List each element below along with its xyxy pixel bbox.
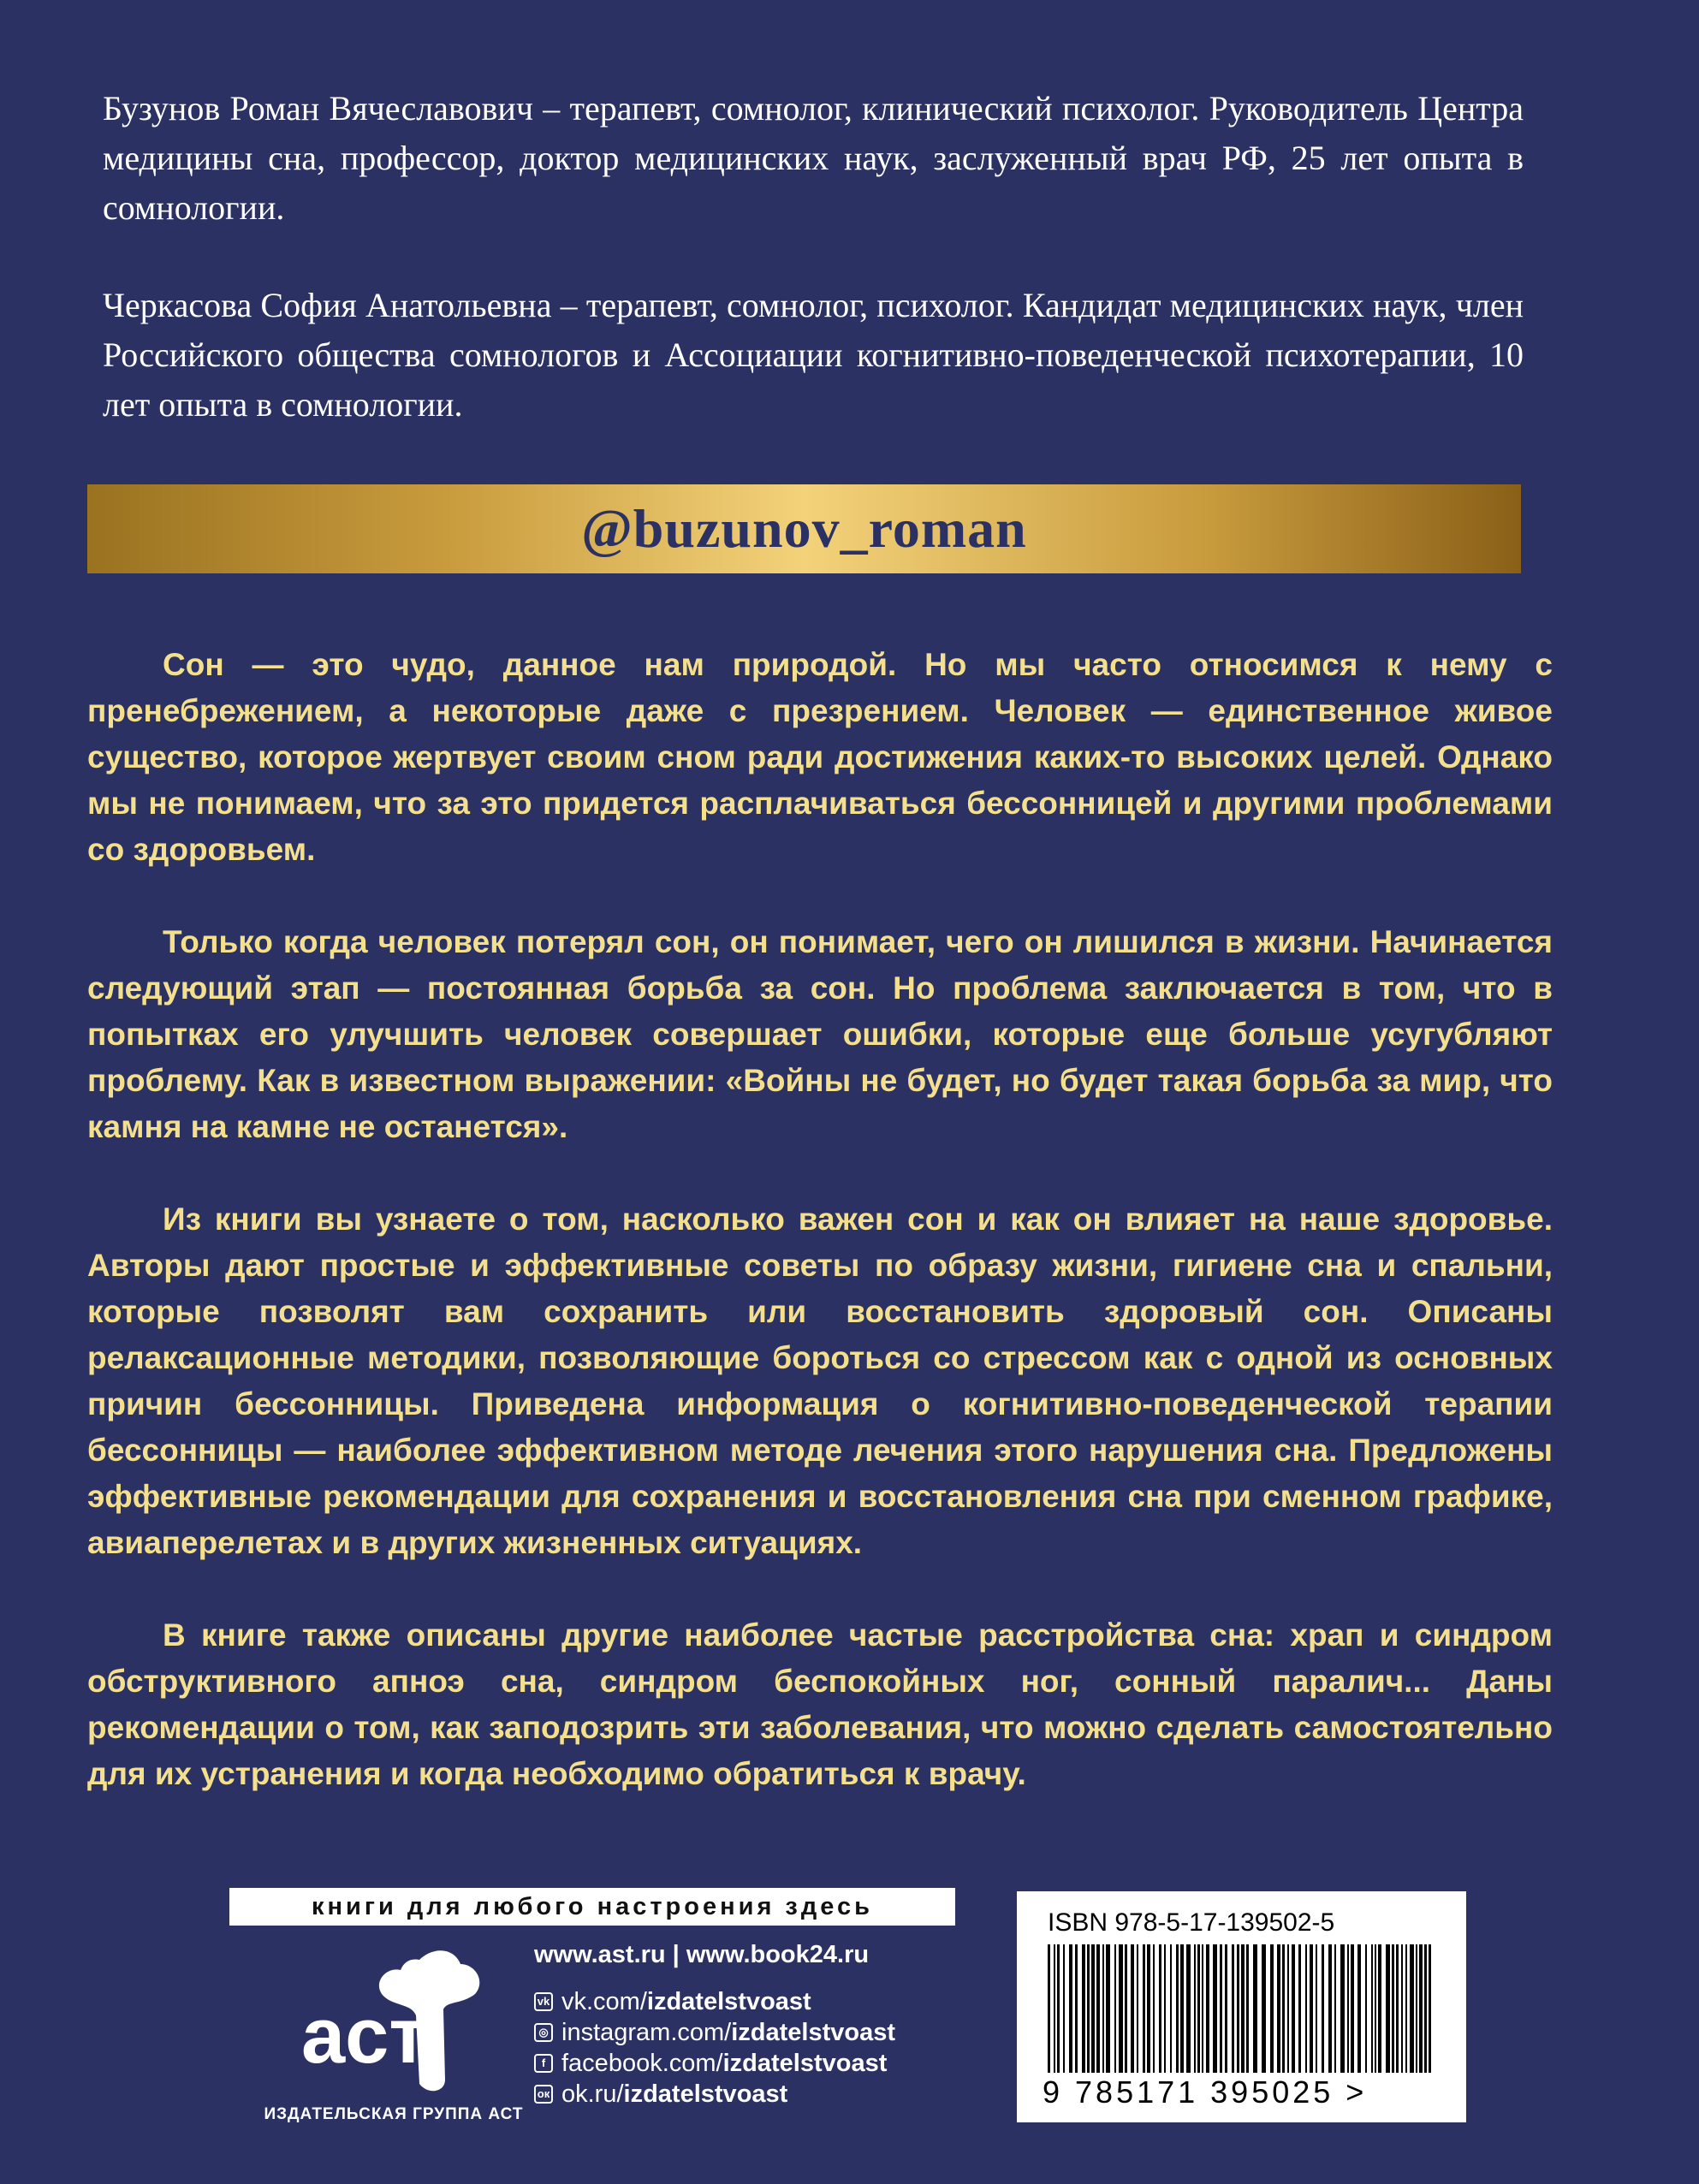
description-paragraph: Только когда человек потерял сон, он понимает, чего он лишился в жизни. Начинается следующий этап — постоянная борьба за сон. Но проблема заключается в том, что в попытках его улучшить человек совершает ошибки, которые еще больше усугубляют проблему. Как в известном выражении: «Войны не будет, но будет такая борьба за мир, что камня на камне не останется». (87, 924, 1553, 1144)
vk-icon: vk (534, 1992, 553, 2011)
author-bios (103, 84, 1524, 478)
link-prefix: facebook.com/ (561, 2050, 723, 2077)
ok-icon: ок (534, 2085, 553, 2104)
social-handle: @buzunov_roman (581, 498, 1027, 559)
description-paragraph: Сон — это чудо, данное нам природой. Но мы часто относимся к нему с пренебрежением, а некоторые даже с презрением. Человек — единственное живое существо, которое жертвует своим сном ради достижения каких-то высоких целей. Однако мы не понимаем, что за это придется расплачиваться бессонницей и другими проблемами со здоровьем. (87, 647, 1553, 867)
link-handle: izdatelstvoast (722, 2050, 888, 2077)
ean-number: 9 785171 395025 > (1043, 2074, 1368, 2110)
link-prefix: ok.ru/ (561, 2080, 624, 2108)
social-link-instagram[interactable] (534, 2017, 979, 2048)
link-prefix: vk.com/ (561, 1988, 647, 2015)
publisher-tagline-bar (229, 1888, 955, 1926)
facebook-icon: f (534, 2054, 553, 2073)
link-handle: izdatelstvoast (623, 2080, 788, 2108)
link-prefix: instagram.com/ (561, 2019, 732, 2046)
ast-logo-icon (291, 1943, 496, 2101)
publisher-caption: ИЗДАТЕЛЬСКАЯ ГРУППА АСТ (264, 2105, 524, 2123)
book-description (87, 642, 1553, 1843)
social-link-ok[interactable] (534, 2079, 979, 2110)
description-paragraph: В книге также описаны другие наиболее частые расстройства сна: храп и синдром обструктивного апноэ сна, синдром беспокойных ног, сонный паралич... Даны рекомендации о том, как заподозрить эти заболевания, что можно сделать самостоятельно для их устранения и когда необходимо обратиться к врачу. (87, 1617, 1553, 1791)
publisher-logo (257, 1943, 524, 2123)
publisher-sites[interactable]: www.ast.ru | www.book24.ru (534, 1941, 870, 1968)
link-handle: izdatelstvoast (646, 1988, 811, 2015)
social-link-facebook[interactable] (534, 2048, 979, 2079)
link-handle: izdatelstvoast (731, 2019, 896, 2046)
isbn-label: ISBN 978-5-17-139502-5 (1048, 1908, 1335, 1937)
social-link-vk[interactable] (534, 1986, 979, 2017)
publisher-tagline: книги для любого настроения здесь (312, 1892, 873, 1920)
publisher-links (534, 1941, 979, 2110)
isbn-barcode-box (1017, 1891, 1466, 2122)
logo-text: аст (301, 1992, 428, 2080)
author-bio-buzunov: Бузунов Роман Вячеславович – терапевт, сомнолог, клинический психолог. Руководитель Центра медицины сна, профессор, доктор медицинских наук, заслуженный врач РФ, 25 лет опыта в сомнологии. (103, 89, 1524, 227)
barcode-icon (1048, 1944, 1441, 2073)
author-bio-cherkasova: Черкасова София Анатольевна – терапевт, сомнолог, психолог. Кандидат медицинских наук, член Российского общества сомнологов и Ассоциации когнитивно-поведенческой психотерапии, 10 лет опыта в сомнологии. (103, 286, 1524, 424)
description-paragraph: Из книги вы узнаете о том, насколько важен сон и как он влияет на наше здоровье. Авторы дают простые и эффективные советы по образу жизни, гигиене сна и спальни, которые позволят вам сохранить или восстановить здоровый сон. Описаны релаксационные методики, позволяющие бороться со стрессом как с одной из основных причин бессонницы. Приведена информация о когнитивно-поведенческой терапии бессонницы — наиболее эффективном методе лечения этого нарушения сна. Предложены эффективные рекомендации для сохранения и восстановления сна при сменном графике, авиаперелетах и в других жизненных ситуациях. (87, 1202, 1553, 1560)
instagram-icon: ◎ (534, 2023, 553, 2042)
handle-banner (87, 484, 1521, 573)
